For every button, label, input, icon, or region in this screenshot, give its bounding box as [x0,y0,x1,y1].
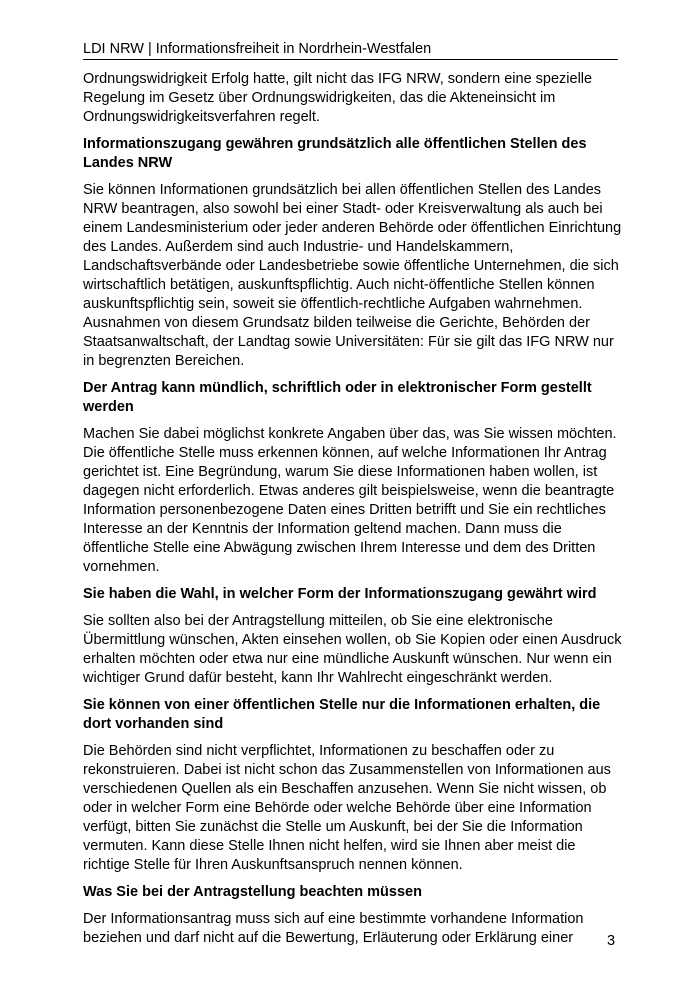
paragraph-existing-information: Die Behörden sind nicht verpflichtet, Informationen zu beschaffen oder zu rekonstruieren. Dabei ist nicht schon das Zusammenstellen von Informationen aus verschiedenen Quellen als ein Beschaffen anzusehen. Wenn Sie nicht wissen, ob oder in welcher Form eine Behörde oder welche Behörde über eine Information verfügt, bitten Sie zunächst die Stelle um Auskunft, bei der Sie die Information vermuten. Kann diese Stelle Ihnen nicht helfen, wird sie Ihnen aber meist die richtige Stelle für Ihren Auskunftsanspruch nennen können. [83,743,611,873]
heading-application-form: Der Antrag kann mündlich, schriftlich oder in elektronischer Form gestellt werden [83,380,592,415]
running-header: LDI NRW | Informationsfreiheit in Nordrhein-Westfalen [83,40,618,60]
document-body [83,70,623,956]
paragraph-application-form: Machen Sie dabei möglichst konkrete Angaben über das, was Sie wissen möchten. Die öffentliche Stelle muss erkennen können, auf welche Informationen Ihr Antrag gerichtet ist. Eine Begründung, warum Sie diese Informationen haben wollen, ist dagegen nicht erforderlich. Etwas anderes gilt beispielsweise, wenn die beantragte Information personenbezogene Daten eines Dritten betrifft und Sie ein rechtliches Interesse an der Kenntnis der Information geltend machen. Dann muss die öffentliche Stelle eine Abwägung zwischen Ihrem Interesse und dem des Dritten vornehmen. [83,426,617,575]
paragraph-choice-of-access: Sie sollten also bei der Antragstellung mitteilen, ob Sie eine elektronische Übermittlung wünschen, Akten einsehen wollen, ob Sie Kopien oder einen Ausdruck erhalten möchten oder etwa nur eine mündliche Auskunft wünschen. Nur wenn ein wichtiger Grund dafür besteht, kann Ihr Wahlrecht eingeschränkt werden. [83,613,622,686]
heading-choice-of-access: Sie haben die Wahl, in welcher Form der Informationszugang gewährt wird [83,586,597,602]
heading-public-bodies: Informationszugang gewähren grundsätzlich alle öffentlichen Stellen des Landes NRW [83,136,587,171]
heading-application-notes: Was Sie bei der Antragstellung beachten müssen [83,884,422,900]
paragraph-public-bodies: Sie können Informationen grundsätzlich bei allen öffentlichen Stellen des Landes NRW beantragen, also sowohl bei einer Stadt- oder Kreisverwaltung als auch bei einem Landesministerium oder jeder anderen Behörde oder öffentlichen Einrichtung des Landes. Außerdem sind auch Industrie- und Handelskammern, Landschaftsverbände oder Landesbetriebe sowie öffentliche Unternehmen, die sich wirtschaftlich betätigen, auskunftspflichtig. Auch nicht-öffentliche Stellen können auskunftspflichtig sein, soweit sie öffentlich-rechtliche Aufgaben wahrnehmen. Ausnahmen von diesem Grundsatz bilden teilweise die Gerichte, Behörden der Staatsanwaltschaft, der Landtag sowie Universitäten: Für sie gilt das IFG NRW nur in begrenzten Bereichen. [83,182,622,369]
page-number: 3 [607,933,616,949]
heading-existing-information: Sie können von einer öffentlichen Stelle nur die Informationen erhalten, die dort vorhanden sind [83,697,601,732]
paragraph-intro: Ordnungswidrigkeit Erfolg hatte, gilt nicht das IFG NRW, sondern eine spezielle Regelung im Gesetz über Ordnungswidrigkeiten, das die Akteneinsicht im Ordnungswidrigkeitsverfahren regelt. [83,71,593,125]
paragraph-application-notes: Der Informationsantrag muss sich auf eine bestimmte vorhandene Information beziehen und darf nicht auf die Bewertung, Erläuterung oder Erklärung einer [83,911,584,946]
